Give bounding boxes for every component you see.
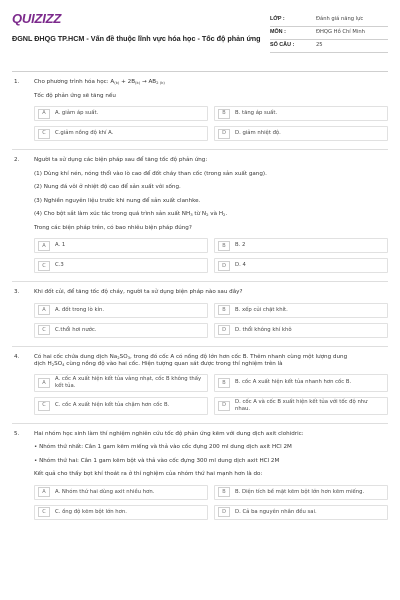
meta-key: SỐ CÂU : (270, 42, 295, 49)
option-letter: D (218, 325, 230, 335)
question-text: Hai nhóm học sinh làm thí nghiệm nghiên cứu tốc độ phản ứng kẽm với dung dịch axit clohidric: (34, 430, 304, 437)
question-list (12, 79, 388, 535)
option-d[interactable] (214, 505, 388, 520)
option-text: D. Cả ba nguyên nhân đều sai. (235, 508, 317, 515)
option-text: B. xếp củi chặt khít. (235, 306, 288, 313)
option-b[interactable] (214, 303, 388, 318)
option-letter: D (218, 401, 230, 411)
answer-options (34, 303, 388, 338)
worksheet-title: ĐGNL ĐHQG TP.HCM - Vấn đề thuộc lĩnh vực hóa học - Tốc độ phản ứng (12, 34, 261, 43)
option-a[interactable] (34, 238, 208, 253)
option-b[interactable] (214, 374, 388, 392)
meta-row-count (270, 40, 388, 53)
option-letter: C (38, 325, 50, 335)
question-text: Kết quả cho thấy bọt khí thoát ra ở thí nghiệm của nhóm thứ hai mạnh hơn là do: (34, 471, 263, 478)
meta-row-class (270, 14, 388, 27)
question-4 (12, 354, 388, 424)
option-d[interactable] (214, 126, 388, 141)
option-text: A. 1 (55, 242, 66, 249)
option-letter: A (38, 487, 50, 497)
question-text: • Nhóm thứ nhất: Cân 1 gam kẽm miếng và thả vào cốc đựng 200 ml dung dịch axit HCl 2M (34, 444, 292, 451)
option-letter: C (38, 129, 50, 139)
answer-options (34, 485, 388, 520)
question-text: Khi đốt củi, để tăng tốc độ cháy, người ta sử dụng biện pháp nào sau đây? (34, 289, 243, 296)
option-text: D. 4 (235, 262, 246, 269)
option-letter: B (218, 241, 230, 251)
option-text: C.thổi hơi nước. (55, 326, 97, 333)
option-b[interactable] (214, 238, 388, 253)
question-text: (3) Nghiền nguyên liệu trước khi nung để sản xuất clanhke. (34, 197, 201, 204)
option-a[interactable] (34, 303, 208, 318)
question-text: Tốc độ phản ứng sẽ tăng nếu (34, 92, 116, 99)
option-letter: C (38, 507, 50, 517)
option-c[interactable] (34, 505, 208, 520)
question-stem: Cho phương trình hóa học: $A_{(k)} + 2B_{(k)} \to AB_{2 (k)}$ (34, 79, 165, 85)
meta-key: MÔN : (270, 29, 286, 36)
option-d[interactable] (214, 323, 388, 338)
option-text: A. giảm áp suất. (55, 110, 99, 117)
question-text: (1) Dùng khí nén, nóng thổi vào lò cao để đốt cháy than cốc (trong sản xuất gang). (34, 170, 267, 177)
question-1 (12, 79, 388, 150)
option-a[interactable] (34, 374, 208, 392)
option-letter: A (38, 241, 50, 251)
option-letter: A (38, 378, 50, 388)
option-text: A. Nhóm thứ hai dùng axit nhiều hơn. (55, 488, 155, 495)
worksheet-header (12, 10, 388, 67)
meta-row-subject (270, 27, 388, 40)
answer-options (34, 238, 388, 273)
question-text: Có hai cốc chứa dung dịch $Na_2SO_3$, trong đó cốc A có nồng độ lớn hơn cốc B. Thêm nhanh cùng một lượng dung dịch $H_2SO_4$ cùng nồng độ vào hai cốc. Hiện tượng quan sát được trong thí nghiệm trên là (34, 353, 348, 368)
header-divider (12, 71, 388, 72)
meta-table (270, 14, 388, 53)
option-text: B. Diện tích bề mặt kẽm bột lớn hơn kẽm miếng. (235, 488, 365, 495)
option-text: D. giảm nhiệt độ. (235, 130, 281, 137)
answer-options (34, 374, 388, 415)
brand-block (12, 10, 270, 44)
option-letter: D (218, 129, 230, 139)
option-b[interactable] (214, 106, 388, 121)
option-letter: C (38, 261, 50, 271)
option-b[interactable] (214, 485, 388, 500)
option-c[interactable] (34, 258, 208, 273)
option-text: C.giảm nồng độ khí A. (55, 130, 114, 137)
option-c[interactable] (34, 323, 208, 338)
question-3 (12, 289, 388, 347)
meta-key: LỚP : (270, 16, 285, 23)
option-c[interactable] (34, 126, 208, 141)
question-text: (4) Cho bột sắt làm xúc tác trong quá trình sản xuất $NH_3$ từ $N_2$ và $H_2$. (34, 211, 228, 218)
option-text: D. cốc A và cốc B xuất hiện kết tủa với tốc độ như nhau. (235, 398, 368, 412)
option-a[interactable] (34, 485, 208, 500)
option-letter: A (38, 109, 50, 119)
option-d[interactable] (214, 258, 388, 273)
option-letter: D (218, 261, 230, 271)
option-text: C. cốc A xuất hiện kết tủa chậm hơn cốc B. (55, 402, 170, 409)
option-text: A. đốt trong lò kín. (55, 306, 105, 313)
option-letter: C (38, 401, 50, 411)
question-number: 2. (14, 157, 20, 164)
answer-options (34, 106, 388, 141)
option-text: D. thổi không khí khô (235, 326, 292, 333)
option-text: B. 2 (235, 242, 246, 249)
option-text: B. tăng áp suất. (235, 110, 278, 117)
quizizz-logo: QUIZIZZ (12, 11, 62, 26)
question-number: 1. (14, 79, 20, 85)
option-c[interactable] (34, 397, 208, 415)
option-letter: B (218, 305, 230, 315)
option-letter: B (218, 487, 230, 497)
question-number: 5. (14, 430, 20, 437)
option-letter: D (218, 507, 230, 517)
question-text: Trong các biện pháp trên, có bao nhiêu biện pháp đúng? (34, 224, 192, 231)
meta-value: 25 (316, 42, 323, 49)
option-letter: B (218, 109, 230, 119)
option-d[interactable] (214, 397, 388, 415)
option-text: A. cốc A xuất hiện kết tủa vàng nhạt, cốc B không thấy kết tủa. (55, 376, 202, 389)
option-letter: A (38, 305, 50, 315)
question-number: 3. (14, 289, 20, 296)
question-text: Người ta sử dụng các biện pháp sau để tăng tốc độ phản ứng: (34, 157, 208, 164)
option-letter: B (218, 378, 230, 388)
option-text: B. cốc A xuất hiện kết tủa nhanh hơn cốc B. (235, 379, 352, 386)
question-number: 4. (14, 353, 20, 360)
question-text: • Nhóm thứ hai: Cân 1 gam kẽm bột và thả vào cốc đựng 300 ml dung dịch axit HCl 2M (34, 457, 280, 464)
meta-value: ĐHQG Hồ Chí Minh (316, 29, 365, 36)
question-text: (2) Nung đá vôi ở nhiệt độ cao để sản xuất vôi sống. (34, 184, 181, 191)
meta-value: Đánh giá năng lực (316, 16, 364, 23)
question-2 (12, 157, 388, 282)
option-text: C. ồng độ kẽm bột lớn hơn. (55, 508, 127, 515)
option-a[interactable] (34, 106, 208, 121)
option-text: C.3 (55, 262, 64, 269)
question-5 (12, 431, 388, 528)
